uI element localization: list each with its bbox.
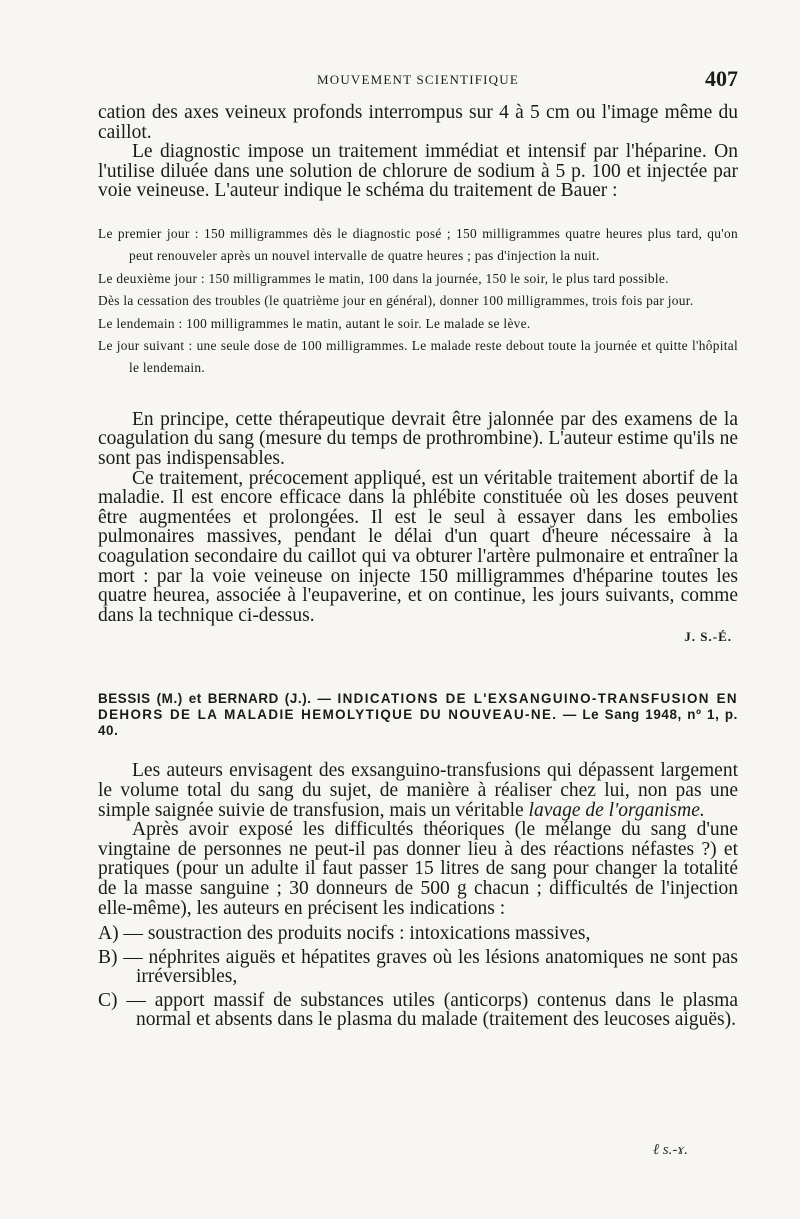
schema-line-cessation: Dès la cessation des troubles (le quatrième jour en général), donner 100 milligrammes, trois fois par jour. [98,293,694,309]
running-title: MOUVEMENT SCIENTIFIQUE [316,72,519,87]
article-body [98,103,738,1030]
handwritten-mark: ℓ s.-ɤ. [652,1142,688,1158]
author-signature: J. S.-É. [684,629,732,645]
paragraph-review-intro [98,761,738,820]
paragraph-principle: En principe, cette thérapeutique devrait être jalonnée par des examens de la coagulation du sang (mesure du temps de prothrombine). L'auteur estime qu'ils ne sont pas indispensables. [98,408,738,469]
page-header [98,66,738,96]
indication-a: A) — soustraction des produits nocifs : intoxications massives, [98,923,591,945]
reference-authors: BESSIS (M.) et BERNARD (J.). — [98,691,332,707]
indication-c: C) — apport massif de substances utiles (anticorps) contenus dans le plasma normal et absents dans le plasma du malade (traitement des leucoses aiguës). [98,989,738,1031]
page-number: 407 [705,66,738,91]
schema-line-next-day: Le lendemain : 100 milligrammes le matin, autant le soir. Le malade se lève. [98,315,531,331]
review-intro-emphasis: lavage de l'organisme. [528,799,705,821]
bibliographic-reference [98,691,738,739]
reference-title: INDICATIONS DE L'EXSANGUINO-TRANSFUSION EN DEHORS DE LA MALADIE HEMOLYTIQUE DU NOUVEAU-NE. [98,691,738,723]
treatment-schema [98,223,738,380]
paragraph-continuation: cation des axes veineux profonds interrompus sur 4 à 5 cm ou l'image même du caillot. [98,102,738,143]
schema-line-day1: Le premier jour : 150 milligrammes dès le diagnostic posé ; 150 milligrammes quatre heures plus tard, qu'on peut renouveler après un nouvel intervalle de quatre heures ; pas d'injection la nuit. [98,225,738,264]
reference-source: — Le Sang 1948, nº 1, p. 40. [98,707,738,739]
paragraph-review-difficulties: Après avoir exposé les difficultés théoriques (le mélange du sang d'une vingtaine de personnes ne peut-il pas donner lieu à des réactions néfastes ?) et pratiques (pour un adulte il faut passer 15 litres de sang pour changer la totalité de la masse sanguine ; 30 donneurs de 500 g chacun ; difficultés de l'injection elle-même), les auteurs en précisent les indications : [98,819,738,919]
paragraph-diagnosis: Le diagnostic impose un traitement immédiat et intensif par l'héparine. On l'utilise diluée dans une solution de chlorure de sodium à 5 p. 100 et injectée par voie veineuse. L'auteur indique le schéma du traitement de Bauer : [98,141,738,202]
indication-b: B) — néphrites aiguës et hépatites graves où les lésions anatomiques ne sont pas irréversibles, [98,946,738,988]
paragraph-treatment: Ce traitement, précocement appliqué, est un véritable traitement abortif de la maladie. Il est encore efficace dans la phlébite constituée où les doses peuvent être augmentées et prolongées. Il est le seul à essayer dans les embolies pulmonaires massives, pendant le délai d'un quart d'heure nécessaire à la coagulation secondaire du caillot qui va obturer l'artère pulmonaire et entraîner la mort : par la voie veineuse on injecte 150 milligrammes d'héparine toutes les quatre heurea, associée à l'eupaverine, et on continue, les jours suivants, comme dans la technique ci-dessus. [98,467,738,626]
schema-line-following-day: Le jour suivant : une seule dose de 100 milligrammes. Le malade reste debout toute la journée et quitte l'hôpital le lendemain. [98,338,738,376]
indications-list [98,924,738,1030]
schema-line-day2: Le deuxième jour : 150 milligrammes le matin, 100 dans la journée, 150 le soir, le plus tard possible. [98,270,669,286]
review-intro-text: Les auteurs envisagent des exsanguino-transfusions qui dépassent largement le volume total du sang du sujet, de manière à réaliser chez lui, non pas une simple saignée suivie de transfusion, mais un véritable [98,760,738,821]
